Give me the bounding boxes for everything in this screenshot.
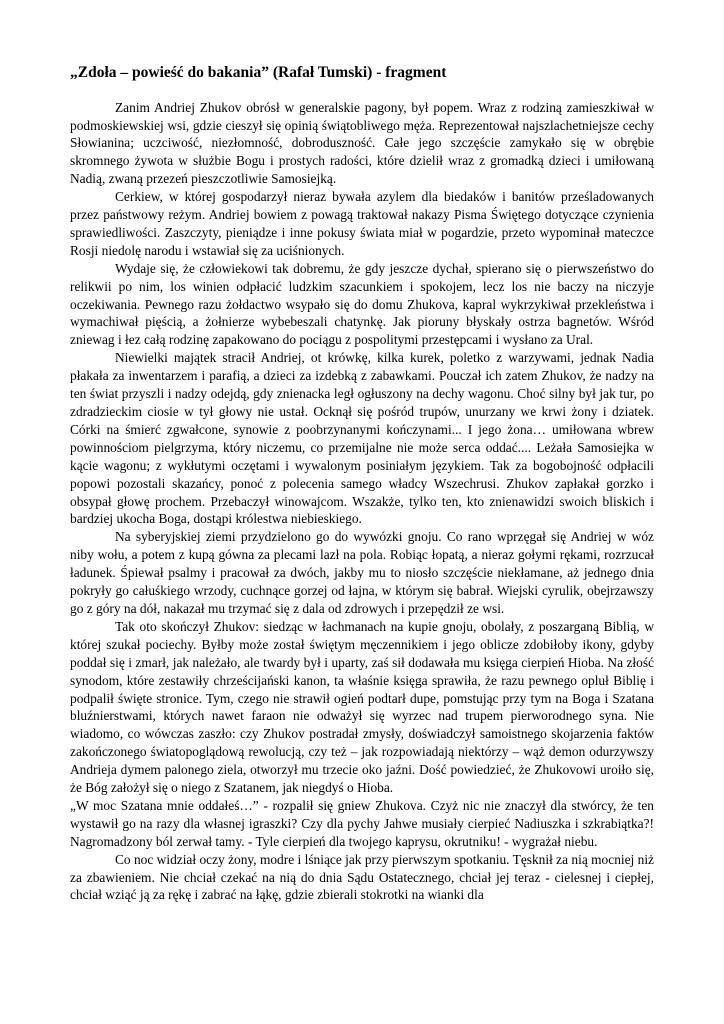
paragraph-5: Na syberyjskiej ziemi przydzielono go do wywózki gnoju. Co rano wprzęgał się Andriej w wóz niby wołu, a potem z kupą gówna za plecami lazł na pola. Robiąc łopatą, a nieraz gołymi rękami, rozrzucał ładunek. Śpiewał psalmy i pracował za dwóch, jakby mu to niosło szczęście niekłamane, aż jednego dnia pokryły go całuśkiego wrzody, cuchnące gorzej od łajna, w którym się babrał. Wiejski cyrulik, obejrzawszy go z góry na dół, nakazał mu trzymać się z dala od zdrowych i przepędził ze wsi. (70, 529, 654, 616)
paragraph-4: Niewielki majątek stracił Andriej, ot krówkę, kilka kurek, poletko z warzywami, jednak Nadia płakała za inwentarzem i parafią, a dzieci za izdebką z zabawkami. Pouczał ich zatem Zhukov, że nadzy na ten świat przyszli i nadzy odejdą, gdy znienacka legł ogłuszony na dechy wagonu. Choć silny był jak tur, po zdradzieckim ciosie w tył głowy nie ustał. Ocknął się pośród trupów, unurzany we krwi żony i dziatek. Córki na śmierć zgwałcone, synowie z poobrzynanymi kończynami... I jego żona… umiłowana wbrew powinnościom pielgrzyma, który niczemu, co przemijalne nie może serca oddać.... Leżała Samosiejka w kącie wagonu; z wykłutymi oczętami i wywalonym posiniałym językiem. Tak za bogobojność odpłacili popowi pozostali skazańcy, ponoć z polecenia samego władcy Wszechrusi. Zhukov zapłakał gorzko i obsypał głowę prochem. Przebaczył winowajcom. Wszakże, tylko ten, kto znienawidzi swoich bliskich i bardziej ukocha Boga, dostąpi królestwa niebieskiego. (70, 350, 654, 527)
document-title: „Zdoła – powieść do bakania” (Rafał Tumski) - fragment (70, 64, 447, 81)
paragraph-7: „W moc Szatana mnie oddałeś…” - rozpalił się gniew Zhukova. Czyż nic nie znaczył dla stwórcy, że ten wystawił go na razy dla własnej igraszki? Czy dla pychy Jahwe musiały cierpieć Nadiuszka i szkrabiątka?! Nagromadzony ból zerwał tamy. - Tyle cierpień dla twojego kaprysu, okrutniku! - wygrażał niebu. (70, 797, 654, 849)
paragraph-8: Co noc widział oczy żony, modre i lśniące jak przy pierwszym spotkaniu. Tęsknił za nią mocniej niż za zbawieniem. Nie chciał czekać na nią do dnia Sądu Ostatecznego, chciał jej teraz - cielesnej i ciepłej, chciał wziąć ją za rękę i zabrać na łąkę, gdzie zbierali stokrotki na wianki dla (70, 851, 654, 903)
document-body (70, 99, 654, 905)
paragraph-6: Tak oto skończył Zhukov: siedząc w łachmanach na kupie gnoju, obolały, z poszarganą Biblią, w której szukał pociechy. Byłby może został świętym męczennikiem i jego oblicze zdobiłoby ikony, gdyby poddał się i zmarł, jak należało, ale twardy był i uparty, zaś sił dodawała mu księga cierpień Hioba. Na złość synodom, które zestawiły chrześcijański kanon, ta właśnie księga sprawiła, że razu pewnego opluł Biblię i podpalił święte stronice. Tym, czego nie strawił ogień podtarł dupe, pomstując przy tym na Boga i Szatana bluźnierstwami, których nawet faraon nie odważył się wyrzec nad trupem pierworodnego syna. Nie wiadomo, co wówczas zaszło: czy Zhukov postradał zmysły, doświadczył samoistnego skojarzenia faktów zakończonego światopoglądową rewolucją, czy też – jak rozpowiadają niektórzy – wąż demon odurzywszy Andrieja dymem palonego ziela, otworzył mu trzecie oko jaźni. Dość powiedzieć, że Zhukovowi uroiło się, że Bóg założył się o niego z Szatanem, jak niegdyś o Hioba. (70, 618, 654, 796)
paragraph-3: Wydaje się, że człowiekowi tak dobremu, że gdy jeszcze dychał, spierano się o pierwszeństwo do relikwii po nim, los winien odpłacić ludzkim szacunkiem i spokojem, lecz los nie baczy na niczyje oczekiwania. Pewnego razu żołdactwo wsypało się do domu Zhukova, kapral wykrzykiwał przekleństwa i wymachiwał pięścią, a żołnierze wybebeszali chatynkę. Jak pioruny błyskały ostrza bagnetów. Wśród zniewag i łez całą rodzinę zapakowano do pociągu z pospolitymi przestępcami i wysłano za Ural. (70, 260, 654, 348)
paragraph-1: Zanim Andriej Zhukov obrósł w generalskie pagony, był popem. Wraz z rodziną zamieszkiwał w podmoskiewskiej wsi, gdzie cieszył się opinią świątobliwego męża. Reprezentował najszlachetniejsze cechy Słowianina; uczciwość, niezłomność, dobroduszność. Całe jego szczęście zamykało się w obrębie skromnego żywota w służbie Bogu i prostych radości, które dzielił wraz z gromadką dzieci i umiłowaną Nadią, zwaną przezeń pieszczotliwie Samosiejką. (70, 99, 654, 187)
paragraph-2: Cerkiew, w której gospodarzył nieraz bywała azylem dla biedaków i banitów prześladowanych przez państwowy reżym. Andriej bowiem z powagą traktował nakazy Pisma Świętego dotyczące czynienia sprawiedliwości. Zaszczyty, pieniądze i inne pokusy świata miał w pogardzie, przeto wypominał mateczce Rosji niedolę narodu i wstawiał się za uciśnionych. (70, 189, 654, 258)
document-page (70, 64, 654, 904)
